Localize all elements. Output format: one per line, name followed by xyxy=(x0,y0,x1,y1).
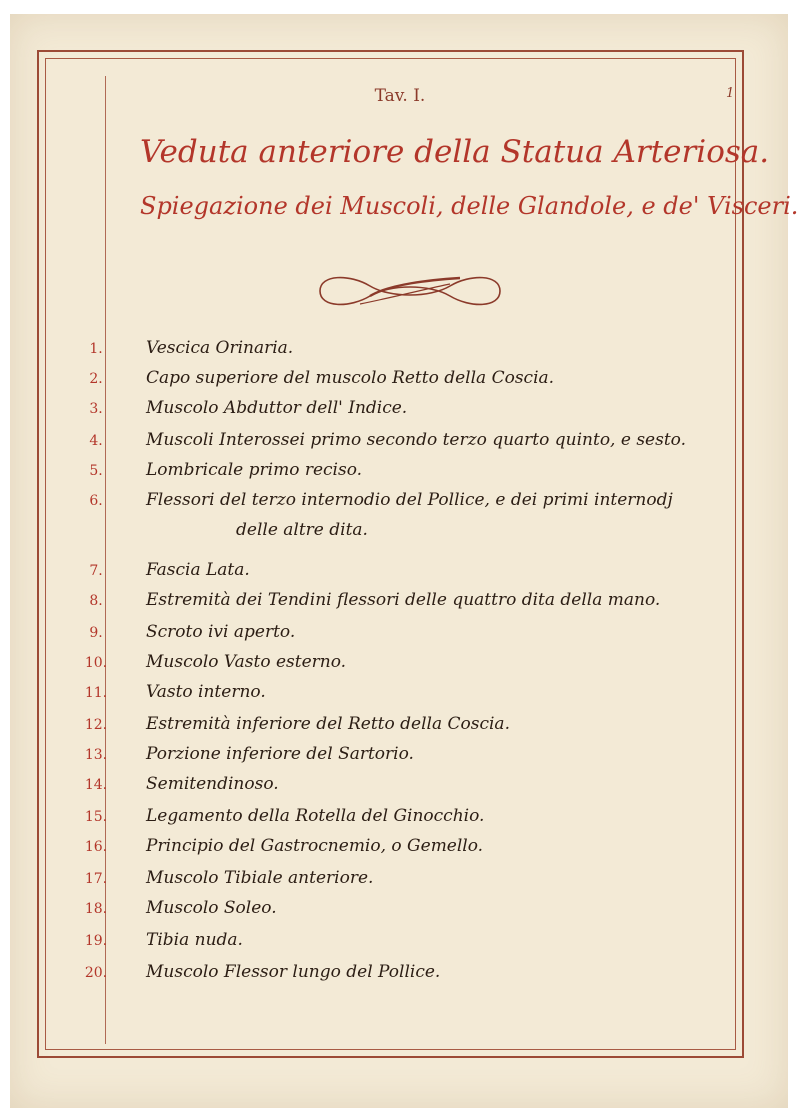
entry-number: 9. xyxy=(89,625,103,641)
entry-number: 17. xyxy=(84,871,108,887)
entry-number: 5. xyxy=(89,463,103,479)
margin-rule xyxy=(105,76,106,1044)
entry-text: Muscolo Vasto esterno. xyxy=(146,652,347,672)
entry-text: Semitendinoso. xyxy=(146,774,279,794)
entry-number: 14. xyxy=(84,777,108,793)
calligraphic-flourish xyxy=(310,266,510,316)
entry-text: Estremità inferiore del Retto della Coscia. xyxy=(146,714,510,734)
entry-number: 1. xyxy=(89,341,103,357)
entry-number: 8. xyxy=(89,593,103,609)
entry-text: Principio del Gastrocnemio, o Gemello. xyxy=(146,836,484,856)
entry-text: Tibia nuda. xyxy=(146,930,243,950)
entry-text: Muscolo Abduttor dell' Indice. xyxy=(146,398,408,418)
entry-text: Vescica Orinaria. xyxy=(146,338,294,358)
entry-text: Vasto interno. xyxy=(146,682,266,702)
plate-label: Tav. I. xyxy=(374,86,426,106)
entry-number: 16. xyxy=(84,839,108,855)
entry-text: Legamento della Rotella del Ginocchio. xyxy=(146,806,485,826)
entry-text: Muscolo Tibiale anteriore. xyxy=(146,868,374,888)
page-number: 1 xyxy=(726,86,735,101)
page-title: Veduta anteriore della Statua Arteriosa. xyxy=(140,134,770,170)
entry-text: Lombricale primo reciso. xyxy=(146,460,363,480)
entry-number: 10. xyxy=(84,655,108,671)
entry-number: 18. xyxy=(84,901,108,917)
entry-number: 2. xyxy=(89,371,103,387)
entry-text: Flessori del terzo internodio del Pollice, e dei primi internodj xyxy=(146,490,673,510)
entry-number: 13. xyxy=(84,747,108,763)
page-subtitle: Spiegazione dei Muscoli, delle Glandole, e de' Visceri. xyxy=(140,192,799,220)
entry-text: Muscolo Soleo. xyxy=(146,898,277,918)
entry-text: Muscoli Interossei primo secondo terzo quarto quinto, e sesto. xyxy=(146,430,687,450)
entry-number: 15. xyxy=(84,809,108,825)
entry-text: Muscolo Flessor lungo del Pollice. xyxy=(146,962,441,982)
entry-number: 11. xyxy=(84,685,108,701)
entry-number: 19. xyxy=(84,933,108,949)
entry-number: 20. xyxy=(84,965,108,981)
entry-text: delle altre dita. xyxy=(236,520,368,540)
entry-number: 4. xyxy=(89,433,103,449)
entry-number: 3. xyxy=(89,401,103,417)
entry-text: Porzione inferiore del Sartorio. xyxy=(146,744,414,764)
entry-number: 7. xyxy=(89,563,103,579)
entry-text: Fascia Lata. xyxy=(146,560,250,580)
entry-number: 6. xyxy=(89,493,103,509)
entry-number: 12. xyxy=(84,717,108,733)
entry-text: Scroto ivi aperto. xyxy=(146,622,296,642)
entry-text: Capo superiore del muscolo Retto della Coscia. xyxy=(146,368,555,388)
entry-text: Estremità dei Tendini flessori delle quattro dita della mano. xyxy=(146,590,661,610)
